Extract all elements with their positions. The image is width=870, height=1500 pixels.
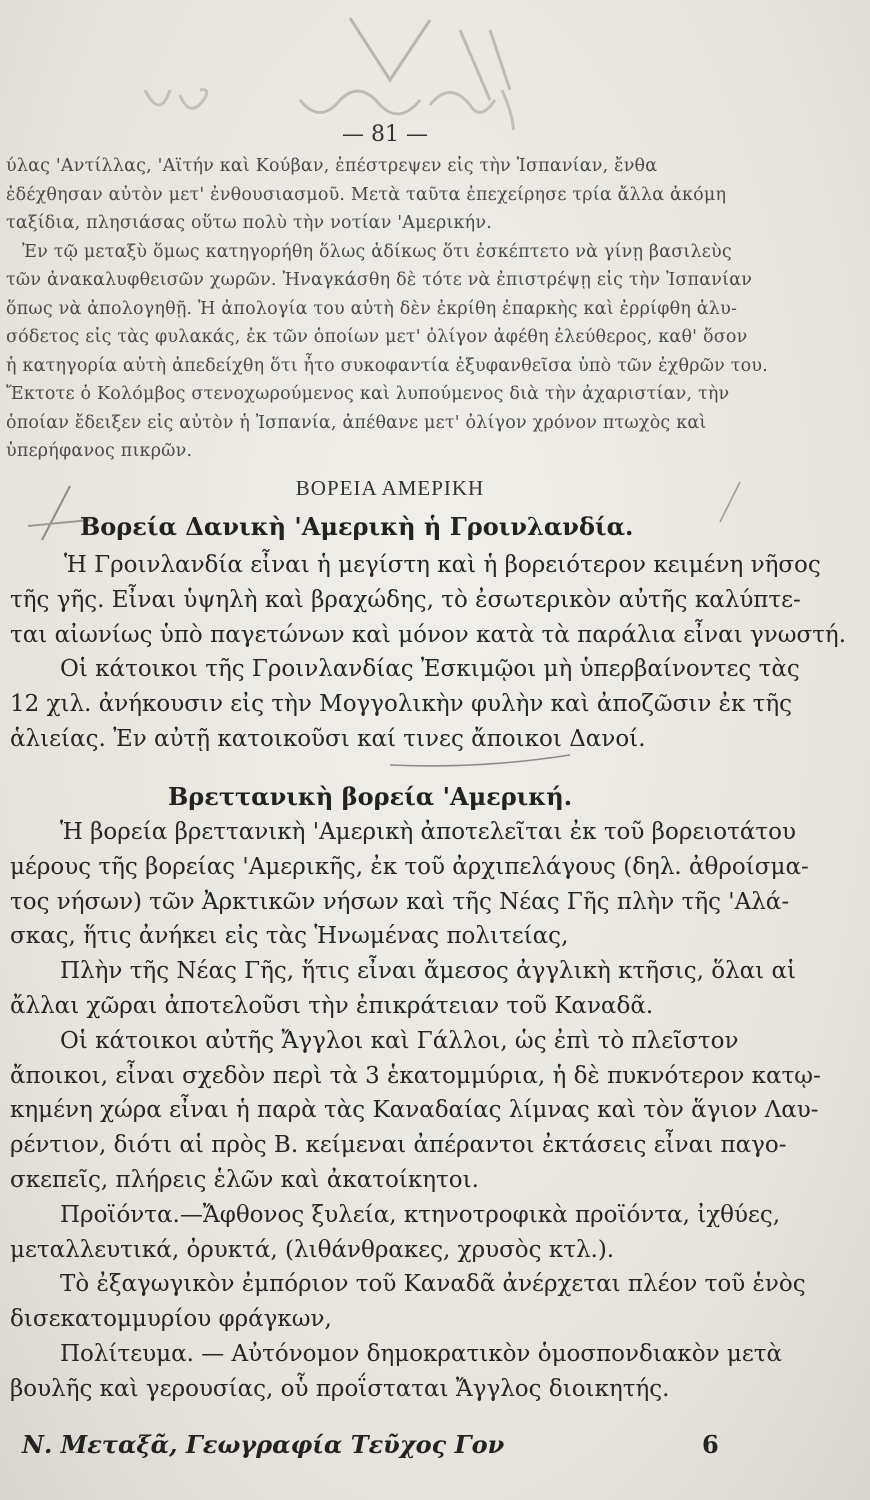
pencil-handwriting — [130, 10, 550, 130]
text-line: ύλας 'Αντίλλας, 'Αϊτήν καὶ Κούβαν, ἐπέστρεψεν εἰς τὴν Ἰσπανίαν, ἔνθα — [6, 156, 658, 176]
text-line: Οἱ κάτοικοι τῆς Γροινλανδίας Ἐσκιμῷοι μὴ ὑπερβαίνοντες τὰς — [60, 656, 800, 683]
text-line: μεταλλευτικά, ὀρυκτά, (λιθάνθρακες, χρυσὸς κτλ.). — [10, 1236, 615, 1263]
text-line: σόδετος εἰς τὰς φυλακάς, ἐκ τῶν ὁποίων μετ' ὀλίγον ἀφέθη ἐλεύθερος, καθ' ὅσον — [6, 327, 748, 347]
text-line: Οἱ κάτοικοι αὐτῆς Ἄγγλοι καὶ Γάλλοι, ὡς ἐπὶ τὸ πλεῖστον — [60, 1027, 739, 1054]
text-line: ἡ κατηγορία αὐτὴ ἀπεδείχθη ὅτι ἦτο συκοφαντία ἐξυφανθεῖσα ὑπὸ τῶν ἐχθρῶν του. — [6, 355, 768, 376]
text-line: Πλὴν τῆς Νέας Γῆς, ἥτις εἶναι ἄμεσος ἀγγλικὴ κτῆσις, ὅλαι αἱ — [60, 958, 797, 985]
text-line: ἄποικοι, εἶναι σχεδὸν περὶ τὰ 3 ἑκατομμύρια, ἡ δὲ πυκνότερον κατῳ- — [10, 1062, 821, 1089]
text-line: Ἔκτοτε ὁ Κολόμβος στενοχωρούμενος καὶ λυπούμενος διὰ τὴν ἀχαριστίαν, τὴν — [6, 384, 730, 404]
text-line: τος νήσων) τῶν Ἀρκτικῶν νήσων καὶ τῆς Νέας Γῆς πλὴν τῆς 'Αλά- — [10, 888, 790, 915]
text-line: ρέντιον, διότι αἱ πρὸς Β. κείμεναι ἀπέραντοι ἐκτάσεις εἶναι παγο- — [10, 1132, 787, 1159]
text-line: σκεπεῖς, πλήρεις ἑλῶν καὶ ἀκατοίκητοι. — [10, 1166, 479, 1193]
text-line: κημένη χώρα εἶναι ἡ παρὰ τὰς Καναδαίας λίμνας καὶ τὸν ἅγιον Λαυ- — [10, 1097, 819, 1124]
text-line: Ἡ βορεία βρεττανικὴ 'Αμερικὴ ἀποτελεῖται ἐκ τοῦ βορειοτάτου — [60, 819, 796, 845]
text-line: 12 χιλ. ἀνήκουσιν εἰς τὴν Μογγολικὴν φυλὴν καὶ ἀποζῶσιν ἐκ τῆς — [10, 691, 793, 718]
text-line: μέρους τῆς βορείας 'Αμερικῆς, ἐκ τοῦ ἀρχιπελάγους (δηλ. ἀθροίσμα- — [10, 853, 809, 880]
text-line: Ἡ Γροινλανδία εἶναι ἡ μεγίστη καὶ ἡ βορειότερον κειμένη νῆσος — [64, 552, 821, 578]
text-line: ὑπερήφανος πικρῶν. — [6, 441, 193, 461]
text-line: Ἐν τῷ μεταξὺ ὅμως κατηγορήθη ὅλως ἀδίκως ὅτι ἐσκέπτετο νὰ γίνῃ βασιλεὺς — [22, 241, 732, 262]
pencil-scribble-icon — [130, 10, 550, 130]
section-title: ΒΟΡΕΙΑ ΑΜΕΡΙΚΗ — [295, 476, 485, 500]
british-paragraph — [0, 815, 821, 1407]
sheet-number: 6 — [702, 1430, 719, 1459]
text-line: Τὸ ἐξαγωγικὸν ἐμπόριον τοῦ Καναδᾶ ἀνέρχεται πλέον τοῦ ἑνὸς — [60, 1271, 806, 1298]
text-line: ἁλιείας. Ἐν αὐτῇ κατοικοῦσι καί τινες ἄποικοι Δανοί. — [10, 725, 646, 752]
text-line: δισεκατομμυρίου φράγκων, — [10, 1306, 332, 1333]
text-line: ὅπως νὰ ἀπολογηθῇ. Ἡ ἀπολογία του αὐτὴ δὲν ἐκρίθη ἐπαρκὴς καὶ ἐρρίφθη ἁλυ- — [6, 298, 738, 319]
text-line: ἐδέχθησαν αὐτὸν μετ' ἐνθουσιασμοῦ. Μετὰ ταῦτα ἐπεχείρησε τρία ἄλλα ἀκόμη — [6, 184, 727, 205]
text-line: Προϊόντα.—Ἄφθονος ξυλεία, κτηνοτροφικὰ προϊόντα, ἰχθύες, — [60, 1201, 781, 1228]
page-number: — 81 — — [342, 122, 428, 147]
greenland-paragraph — [0, 548, 847, 757]
text-line: βουλῆς καὶ γερουσίας, οὗ προΐσταται Ἄγγλος διοικητής. — [10, 1375, 670, 1402]
text-line: Πολίτευμα. — Αὐτόνομον δημοκρατικὸν ὁμοσπονδιακὸν μετὰ — [60, 1340, 783, 1367]
greenland-heading: Βορεία Δανικὴ 'Αμερικὴ ἡ Γροινλανδία. — [80, 512, 634, 541]
text-line: ται αἰωνίως ὑπὸ παγετώνων καὶ μόνον κατὰ τὰ παράλια εἶναι γνωστή. — [10, 621, 847, 648]
text-line: ὁποίαν ἔδειξεν εἰς αὐτὸν ἡ Ἰσπανία, ἀπέθανε μετ' ὀλίγον χρόνον πτωχὸς καὶ — [6, 412, 707, 433]
text-line: τῶν ἀνακαλυφθεισῶν χωρῶν. Ἠναγκάσθη δὲ τότε νὰ ἐπιστρέψῃ εἰς τὴν Ἰσπανίαν — [6, 270, 753, 290]
intro-paragraph — [0, 152, 800, 466]
underline-mark-icon — [380, 735, 580, 775]
british-heading: Βρεττανικὴ βορεία 'Αμερική. — [168, 782, 573, 811]
text-line: σκας, ἥτις ἀνήκει εἰς τὰς Ἡνωμένας πολιτείας, — [10, 923, 569, 950]
footer-signature: Ν. Μεταξᾶ, Γεωγραφία Τεῦχος Γον — [22, 1430, 505, 1459]
text-line: ταξίδια, πλησιάσας οὕτω πολὺ τὴν νοτίαν 'Αμερικήν. — [6, 213, 492, 233]
text-line: ἄλλαι χῶραι ἀποτελοῦσι τὴν ἐπικράτειαν τοῦ Καναδᾶ. — [10, 992, 654, 1019]
page-footer — [22, 1430, 742, 1459]
text-line: τῆς γῆς. Εἶναι ὑψηλὴ καὶ βραχώδης, τὸ ἐσωτερικὸν αὐτῆς καλύπτε- — [10, 586, 801, 613]
